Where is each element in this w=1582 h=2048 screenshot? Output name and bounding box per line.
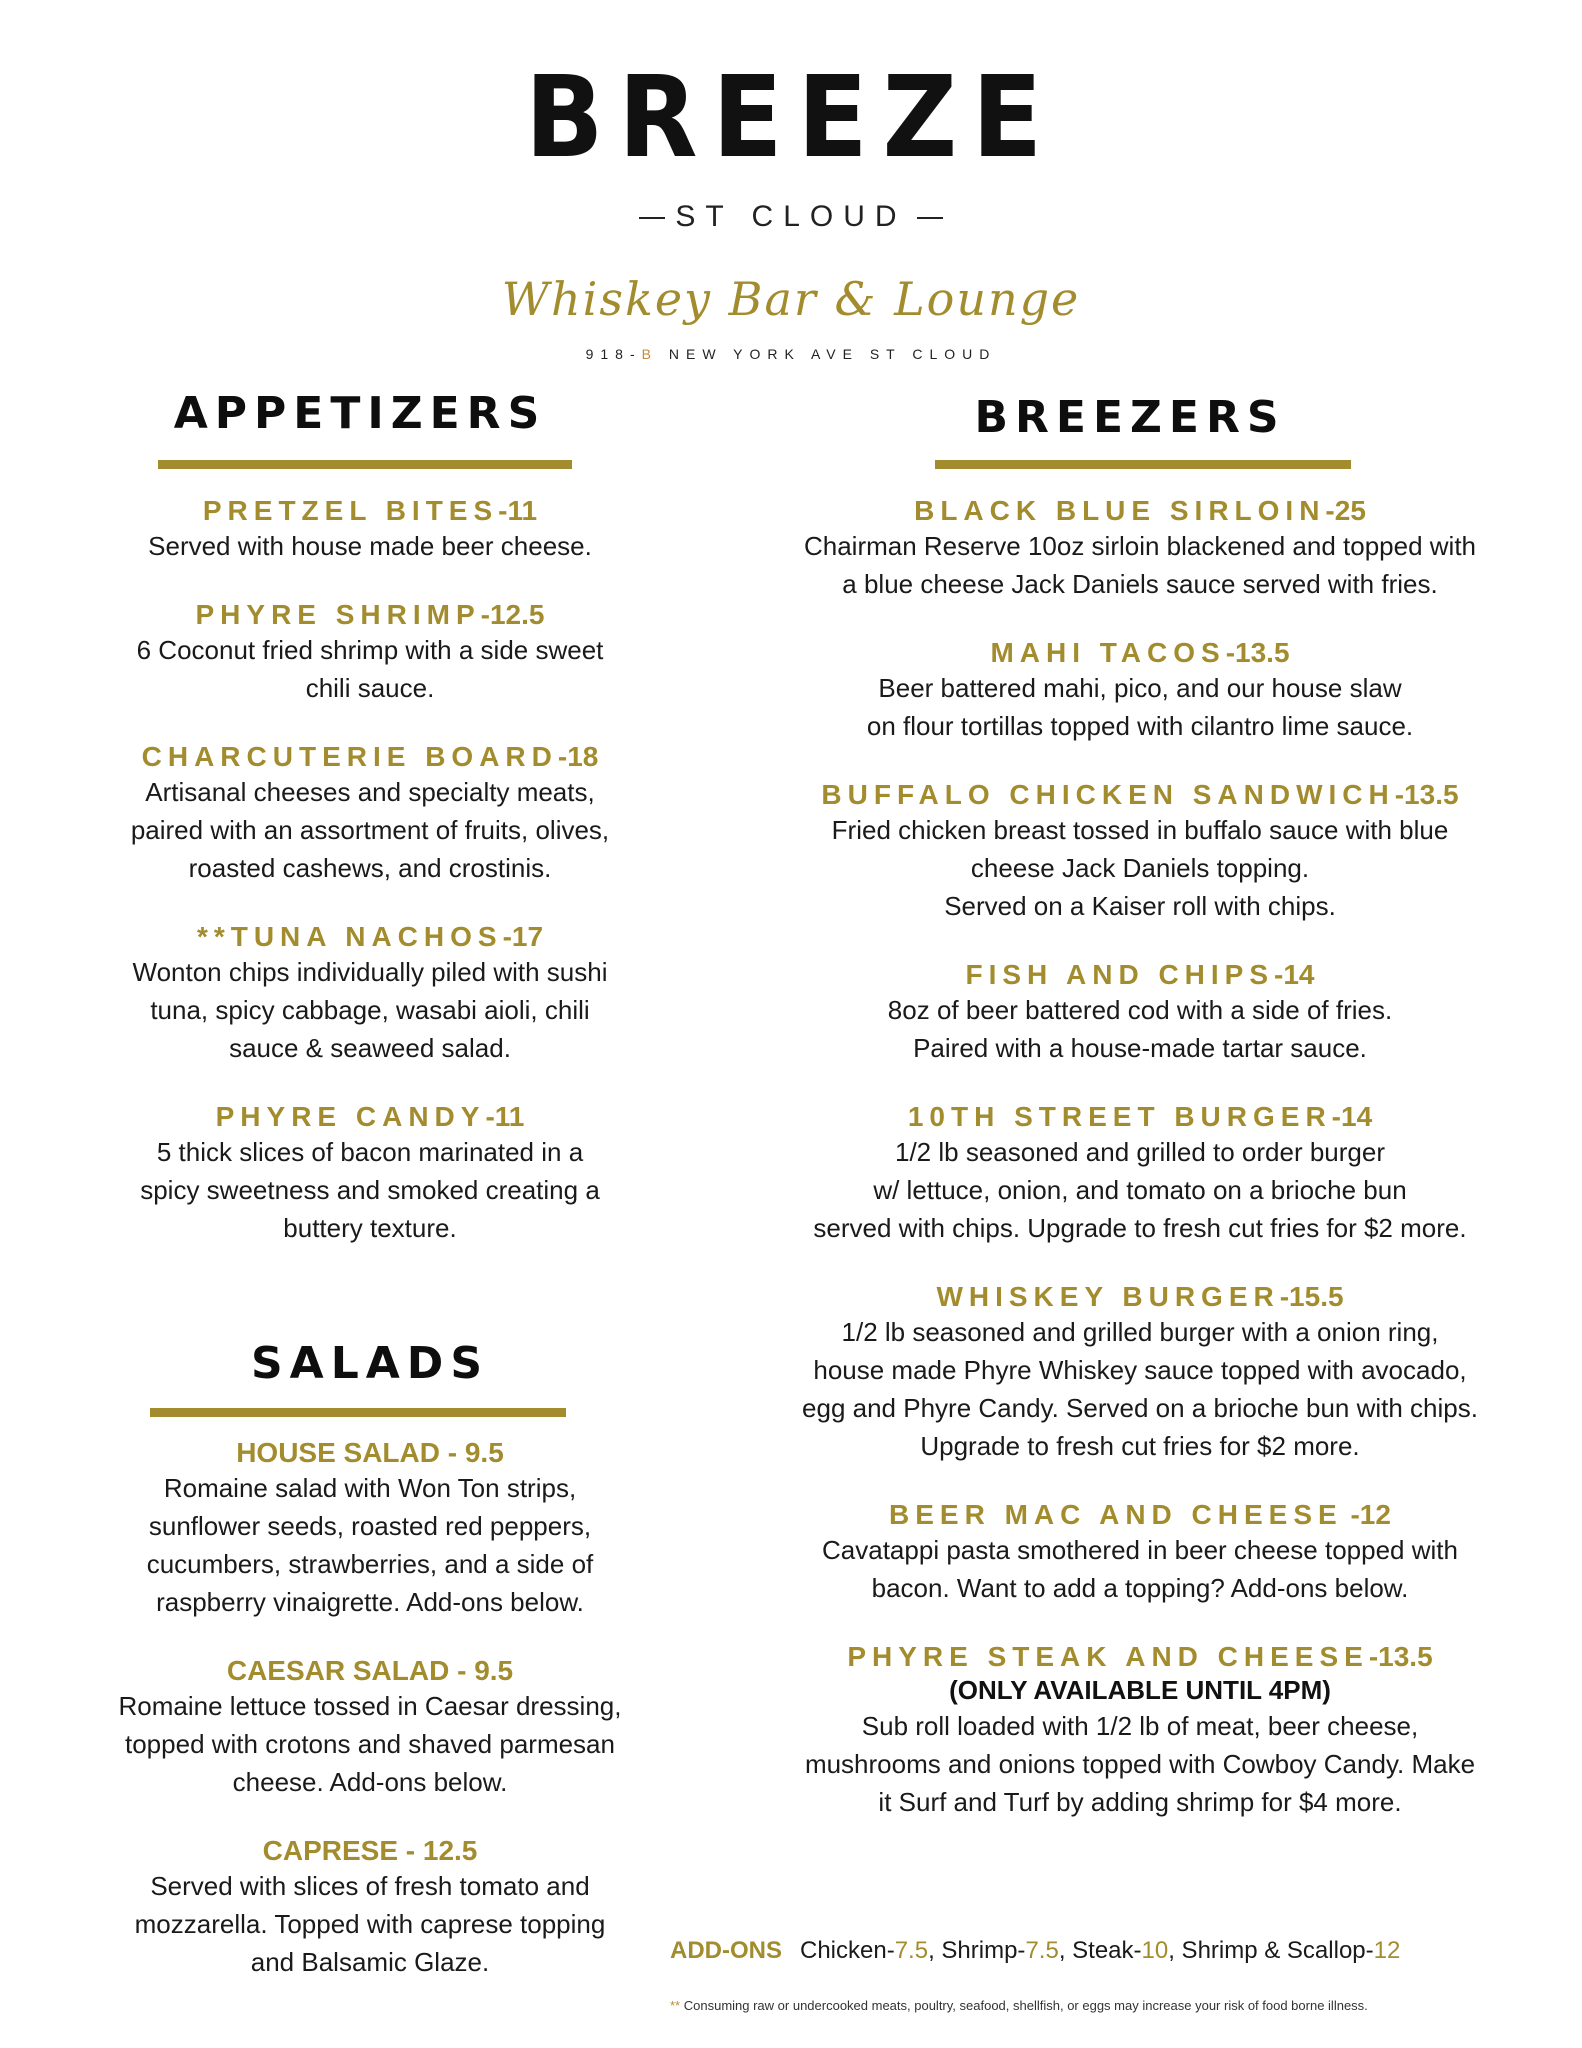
- tagline: Whiskey Bar & Lounge: [501, 272, 1081, 326]
- list-item: [70, 1437, 670, 1621]
- divider-right: [917, 217, 943, 219]
- item-name: **TUNA NACHOS: [196, 921, 503, 952]
- item-name: PHYRE STEAK AND CHEESE: [847, 1641, 1369, 1672]
- item-description: 1/2 lb seasoned and grilled burger with a onion ring, house made Phyre Whiskey sauce topped with avocado, egg and Phyre Candy. Served on a brioche bun with chips. Upgrade to fresh cut fries for $2 more.: [802, 1317, 1478, 1461]
- breezers-list: [760, 495, 1520, 1855]
- item-price: -15.5: [1279, 1281, 1344, 1312]
- item-name: HOUSE SALAD - 9.5: [236, 1437, 504, 1468]
- footnote-asterisk: **: [670, 1998, 681, 2013]
- item-price: -13.5: [1394, 779, 1459, 810]
- item-price: -18: [557, 741, 599, 772]
- item-name: MAHI TACOS: [990, 637, 1226, 668]
- item-price: -13.5: [1368, 1641, 1433, 1672]
- item-description: Fried chicken breast tossed in buffalo sauce with blue cheese Jack Daniels topping. Served on a Kaiser roll with chips.: [831, 815, 1449, 921]
- appetizers-list: [80, 495, 660, 1281]
- list-item: [760, 779, 1520, 925]
- location-subtitle: [0, 200, 1582, 234]
- item-price: -13.5: [1225, 637, 1290, 668]
- list-item: [760, 959, 1520, 1067]
- breezers-heading: BREEZERS: [974, 392, 1286, 443]
- item-price: -12.5: [480, 599, 545, 630]
- addon-chicken: Chicken-: [800, 1937, 895, 1964]
- item-price: -11: [485, 1101, 525, 1132]
- item-description: Cavatappi pasta smothered in beer cheese topped with bacon. Want to add a topping? Add-ons below.: [822, 1535, 1458, 1603]
- addon-scallop-price: 12: [1373, 1937, 1401, 1964]
- list-item: [80, 599, 660, 707]
- item-description: Sub roll loaded with 1/2 lb of meat, beer cheese, mushrooms and onions topped with Cowboy Candy. Make it Surf and Turf by adding shrimp for $4 more.: [804, 1711, 1476, 1817]
- appetizers-heading: APPETIZERS: [173, 388, 547, 439]
- item-description: Artisanal cheeses and specialty meats, paired with an assortment of fruits, olives, roasted cashews, and crostinis.: [130, 777, 610, 883]
- list-item: [760, 495, 1520, 603]
- item-name: PHYRE CANDY: [215, 1101, 486, 1132]
- list-item: [70, 1655, 670, 1801]
- salads-list: [70, 1437, 670, 2015]
- list-item: [70, 1835, 670, 1981]
- divider-left: [639, 217, 665, 219]
- list-item: [80, 495, 660, 565]
- item-name: PHYRE SHRIMP: [195, 599, 481, 630]
- appetizers-rule: [158, 460, 572, 469]
- breezers-rule: [935, 460, 1351, 469]
- location-text: ST CLOUD: [675, 200, 907, 233]
- list-item: [760, 1281, 1520, 1465]
- addon-steak: , Steak-: [1058, 1937, 1142, 1964]
- address-street: NEW YORK AVE ST CLOUD: [657, 346, 997, 362]
- list-item: [760, 1499, 1520, 1607]
- addons-line: [670, 1937, 1530, 1965]
- item-description: Served with slices of fresh tomato and mozzarella. Topped with caprese topping and Balsamic Glaze.: [134, 1871, 606, 1977]
- item-description: Beer battered mahi, pico, and our house slaw on flour tortillas topped with cilantro lime sauce.: [866, 673, 1414, 741]
- addon-chicken-price: 7.5: [894, 1937, 929, 1964]
- list-item: [760, 1641, 1520, 1821]
- item-description: Served with house made beer cheese.: [148, 531, 592, 561]
- item-description: Romaine lettuce tossed in Caesar dressing, topped with crotons and shaved parmesan cheese. Add-ons below.: [118, 1691, 622, 1797]
- item-price: -12: [1342, 1499, 1391, 1530]
- brand-logo: BREEZE: [524, 53, 1058, 183]
- item-name: BEER MAC AND CHEESE: [889, 1499, 1343, 1530]
- item-price: -14: [1331, 1101, 1373, 1132]
- salads-rule: [150, 1408, 566, 1417]
- list-item: [760, 637, 1520, 745]
- list-item: [80, 921, 660, 1067]
- item-price: -17: [502, 921, 544, 952]
- item-price: -14: [1274, 959, 1315, 990]
- item-description: Romaine salad with Won Ton strips, sunflower seeds, roasted red peppers, cucumbers, strawberries, and a side of raspberry vinaigrette. Add-ons below.: [146, 1473, 594, 1617]
- item-name: BLACK BLUE SIRLOIN: [914, 495, 1326, 526]
- item-name: CHARCUTERIE BOARD: [141, 741, 558, 772]
- item-description: 1/2 lb seasoned and grilled to order burger w/ lettuce, onion, and tomato on a brioche bun served with chips. Upgrade to fresh cut fries for $2 more.: [813, 1137, 1467, 1243]
- item-description: 8oz of beer battered cod with a side of fries. Paired with a house-made tartar sauce.: [887, 995, 1393, 1063]
- item-description: 6 Coconut fried shrimp with a side sweet chili sauce.: [136, 635, 604, 703]
- item-description: Wonton chips individually piled with sushi tuna, spicy cabbage, wasabi aioli, chili sauce & seaweed salad.: [132, 957, 608, 1063]
- item-description: 5 thick slices of bacon marinated in a spicy sweetness and smoked creating a buttery texture.: [140, 1137, 600, 1243]
- salads-heading: SALADS: [250, 1338, 490, 1389]
- addon-shrimp-price: 7.5: [1025, 1937, 1059, 1964]
- item-name: BUFFALO CHICKEN SANDWICH: [821, 779, 1395, 810]
- item-name: CAESAR SALAD - 9.5: [226, 1655, 514, 1686]
- addon-shrimp: , Shrimp-: [928, 1937, 1026, 1964]
- addon-scallop: , Shrimp & Scallop-: [1168, 1937, 1374, 1964]
- footnote: [670, 1998, 1550, 2013]
- item-name: CAPRESE - 12.5: [262, 1835, 478, 1866]
- item-price: -11: [498, 495, 538, 526]
- footnote-text: Consuming raw or undercooked meats, poultry, seafood, shellfish, or eggs may increase your risk of food borne illness.: [680, 1998, 1368, 2013]
- item-price: -25: [1325, 495, 1366, 526]
- addons-label: ADD-ONS: [670, 1937, 782, 1964]
- item-name: 10TH STREET BURGER: [907, 1101, 1332, 1132]
- item-name: WHISKEY BURGER: [936, 1281, 1280, 1312]
- address: [0, 346, 1582, 362]
- item-name: PRETZEL BITES: [202, 495, 499, 526]
- availability-note: (ONLY AVAILABLE UNTIL 4PM): [949, 1675, 1331, 1705]
- address-number: 918-: [585, 346, 642, 362]
- address-letter: B: [641, 346, 658, 362]
- list-item: [80, 1101, 660, 1247]
- list-item: [760, 1101, 1520, 1247]
- item-name: FISH AND CHIPS: [965, 959, 1275, 990]
- list-item: [80, 741, 660, 887]
- item-description: Chairman Reserve 10oz sirloin blackened and topped with a blue cheese Jack Daniels sauce served with fries.: [803, 531, 1477, 599]
- addon-steak-price: 10: [1141, 1937, 1169, 1964]
